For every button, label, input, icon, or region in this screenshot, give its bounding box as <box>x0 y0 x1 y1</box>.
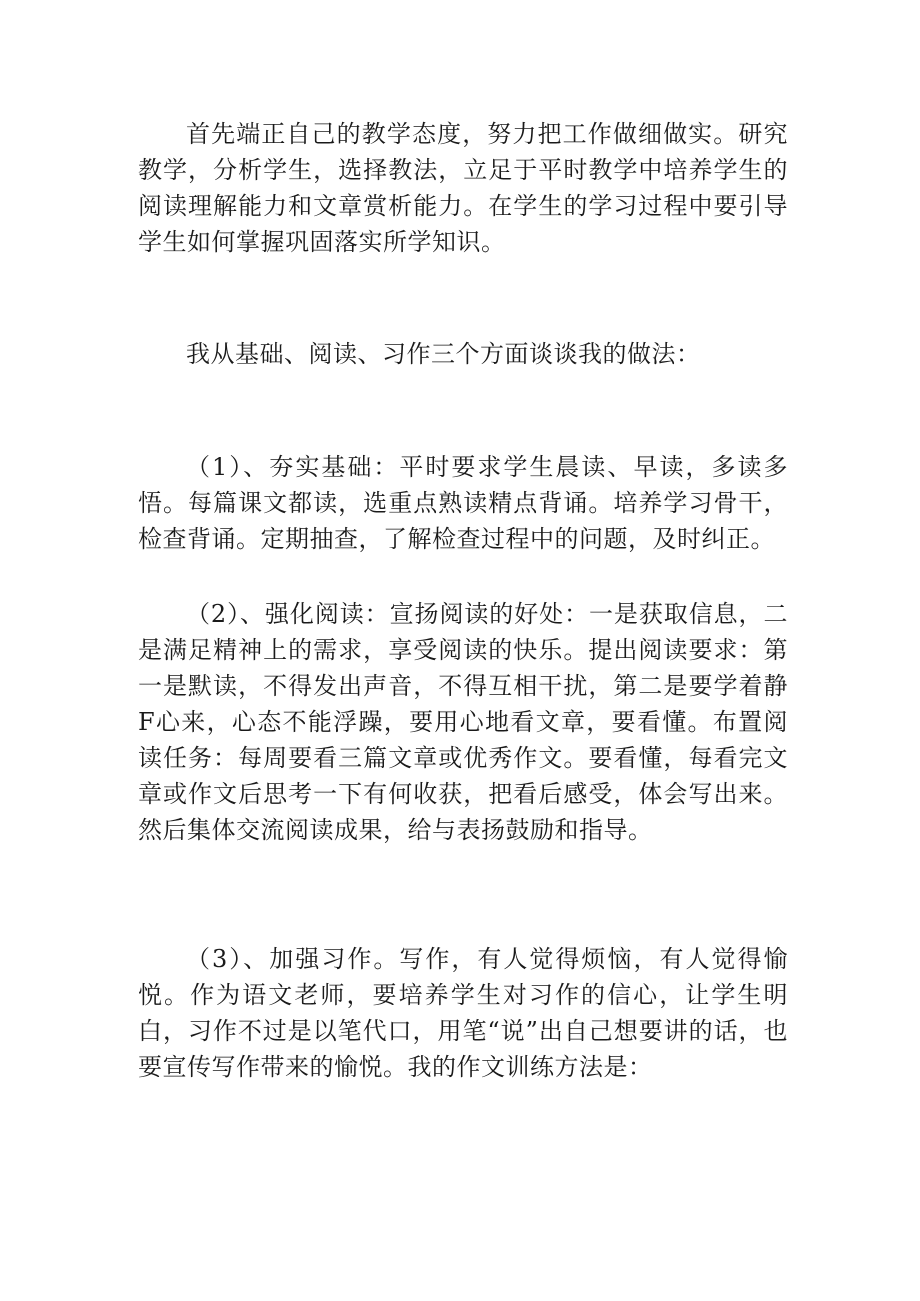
paragraph-strengthen-writing: （3）、加强习作。写作，有人觉得烦恼，有人觉得愉悦。作为语文老师，要培养学生对习作的信心，让学生明白，习作不过是以笔代口，用笔“说”出自己想要讲的话，也要宣传写作带来的愉悦。我的作文训练方法是： <box>138 945 788 1081</box>
paragraph-strengthen-reading: （2）、强化阅读：宣扬阅读的好处：一是获取信息，二是满足精神上的需求，享受阅读的快乐。提出阅读要求：第一是默读，不得发出声音，不得互相干扰，第二是要学着静F心来，心态不能浮躁，要用心地看文章，要看懂。布置阅读任务：每周要看三篇文章或优秀作文。要看懂，每看完文章或作文后思考一下有何收获，把看后感受，体会写出来。然后集体交流阅读成果，给与表扬鼓励和指导。 <box>138 600 788 844</box>
paragraph-teaching-attitude: 首先端正自己的教学态度，努力把工作做细做实。研究教学，分析学生，选择教法，立足于平时教学中培养学生的阅读理解能力和文章赏析能力。在学生的学习过程中要引导学生如何掌握巩固落实所学知识。 <box>138 120 788 256</box>
paragraph-consolidate-basics: （1）、夯实基础：平时要求学生晨读、早读，多读多悟。每篇课文都读，选重点熟读精点背诵。培养学习骨干，检查背诵。定期抽查，了解检查过程中的问题，及时纠正。 <box>138 453 788 553</box>
paragraph-three-aspects-intro: 我从基础、阅读、习作三个方面谈谈我的做法： <box>186 340 701 368</box>
